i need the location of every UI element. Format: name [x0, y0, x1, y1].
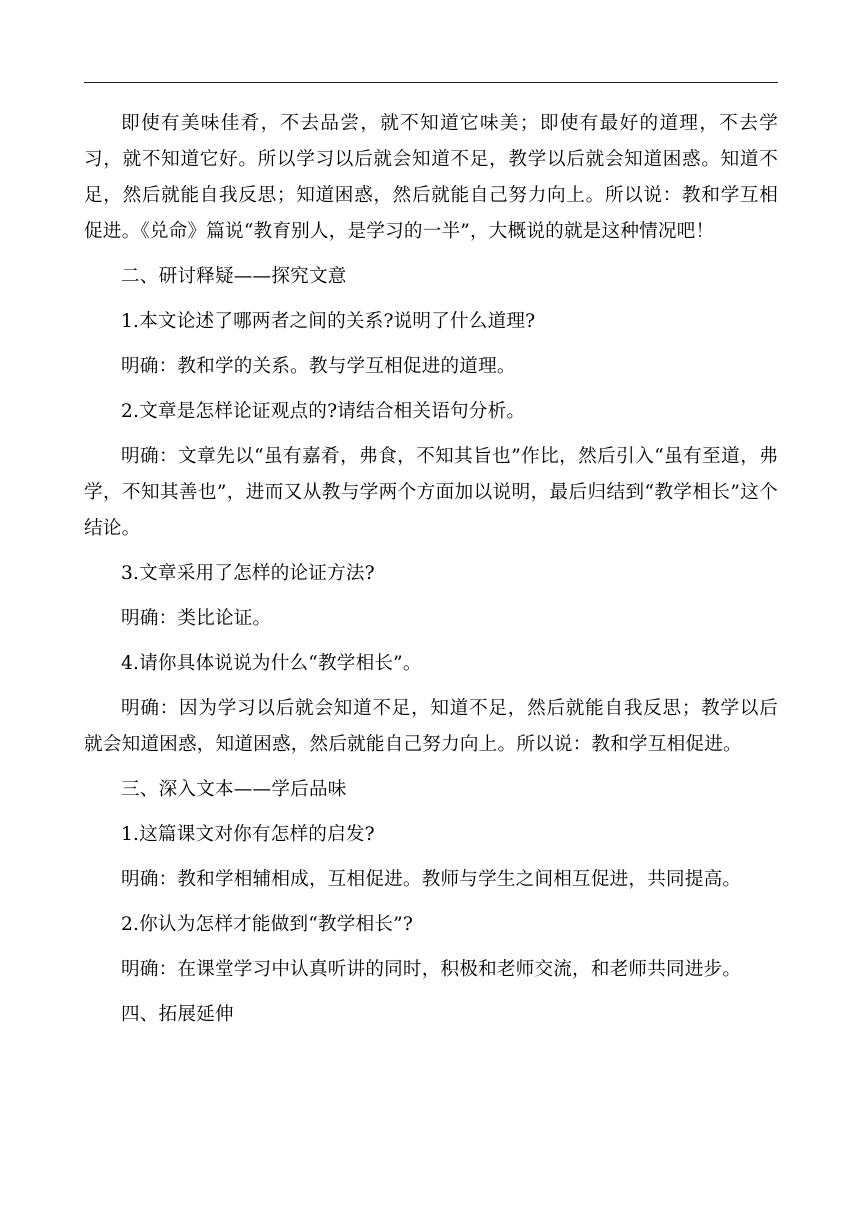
- document-body: [84, 106, 778, 1042]
- section-heading-2: 二、研讨释疑——探究文意: [121, 266, 347, 287]
- answer-3: 明确：类比论证。: [121, 608, 272, 629]
- answer-1: 明确：教和学的关系。教与学互相促进的道理。: [121, 356, 516, 377]
- answer-2: 明确：文章先以“虽有嘉肴，弗食，不知其旨也”作比，然后引入“虽有至道，弗学，不知其善也”，进而又从教与学两个方面加以说明，最后归结到“教学相长”这个结论。: [84, 446, 778, 539]
- section-heading-3: 三、深入文本——学后品味: [121, 779, 347, 800]
- header-divider: [84, 82, 778, 83]
- answer-4: 明确：因为学习以后就会知道不足，知道不足，然后就能自我反思；教学以后就会知道困惑，知道困惑，然后就能自己努力向上。所以说：教和学互相促进。: [84, 698, 778, 755]
- question-1: 1.本文论述了哪两者之间的关系?说明了什么道理?: [121, 311, 536, 332]
- answer-6: 明确：在课堂学习中认真听讲的同时，积极和老师交流，和老师共同进步。: [121, 959, 742, 980]
- question-4: 4.请你具体说说为什么“教学相长”。: [121, 653, 422, 674]
- section-heading-4: 四、拓展延伸: [121, 1004, 234, 1025]
- paragraph-translation: 即使有美味佳肴，不去品尝，就不知道它味美；即使有最好的道理，不去学习，就不知道它好。所以学习以后就会知道不足，教学以后就会知道困惑。知道不足，然后就能自我反思；知道困惑，然后就能自己努力向上。所以说：教和学互相促进。《兑命》篇说“教育别人，是学习的一半”，大概说的就是这种情况吧！: [84, 113, 778, 242]
- question-2: 2.文章是怎样论证观点的?请结合相关语句分析。: [121, 401, 526, 422]
- question-3: 3.文章采用了怎样的论证方法?: [121, 563, 375, 584]
- question-5: 1.这篇课文对你有怎样的启发?: [121, 824, 375, 845]
- answer-5: 明确：教和学相辅相成，互相促进。教师与学生之间相互促进，共同提高。: [121, 869, 742, 890]
- question-6: 2.你认为怎样才能做到“教学相长”?: [121, 914, 414, 935]
